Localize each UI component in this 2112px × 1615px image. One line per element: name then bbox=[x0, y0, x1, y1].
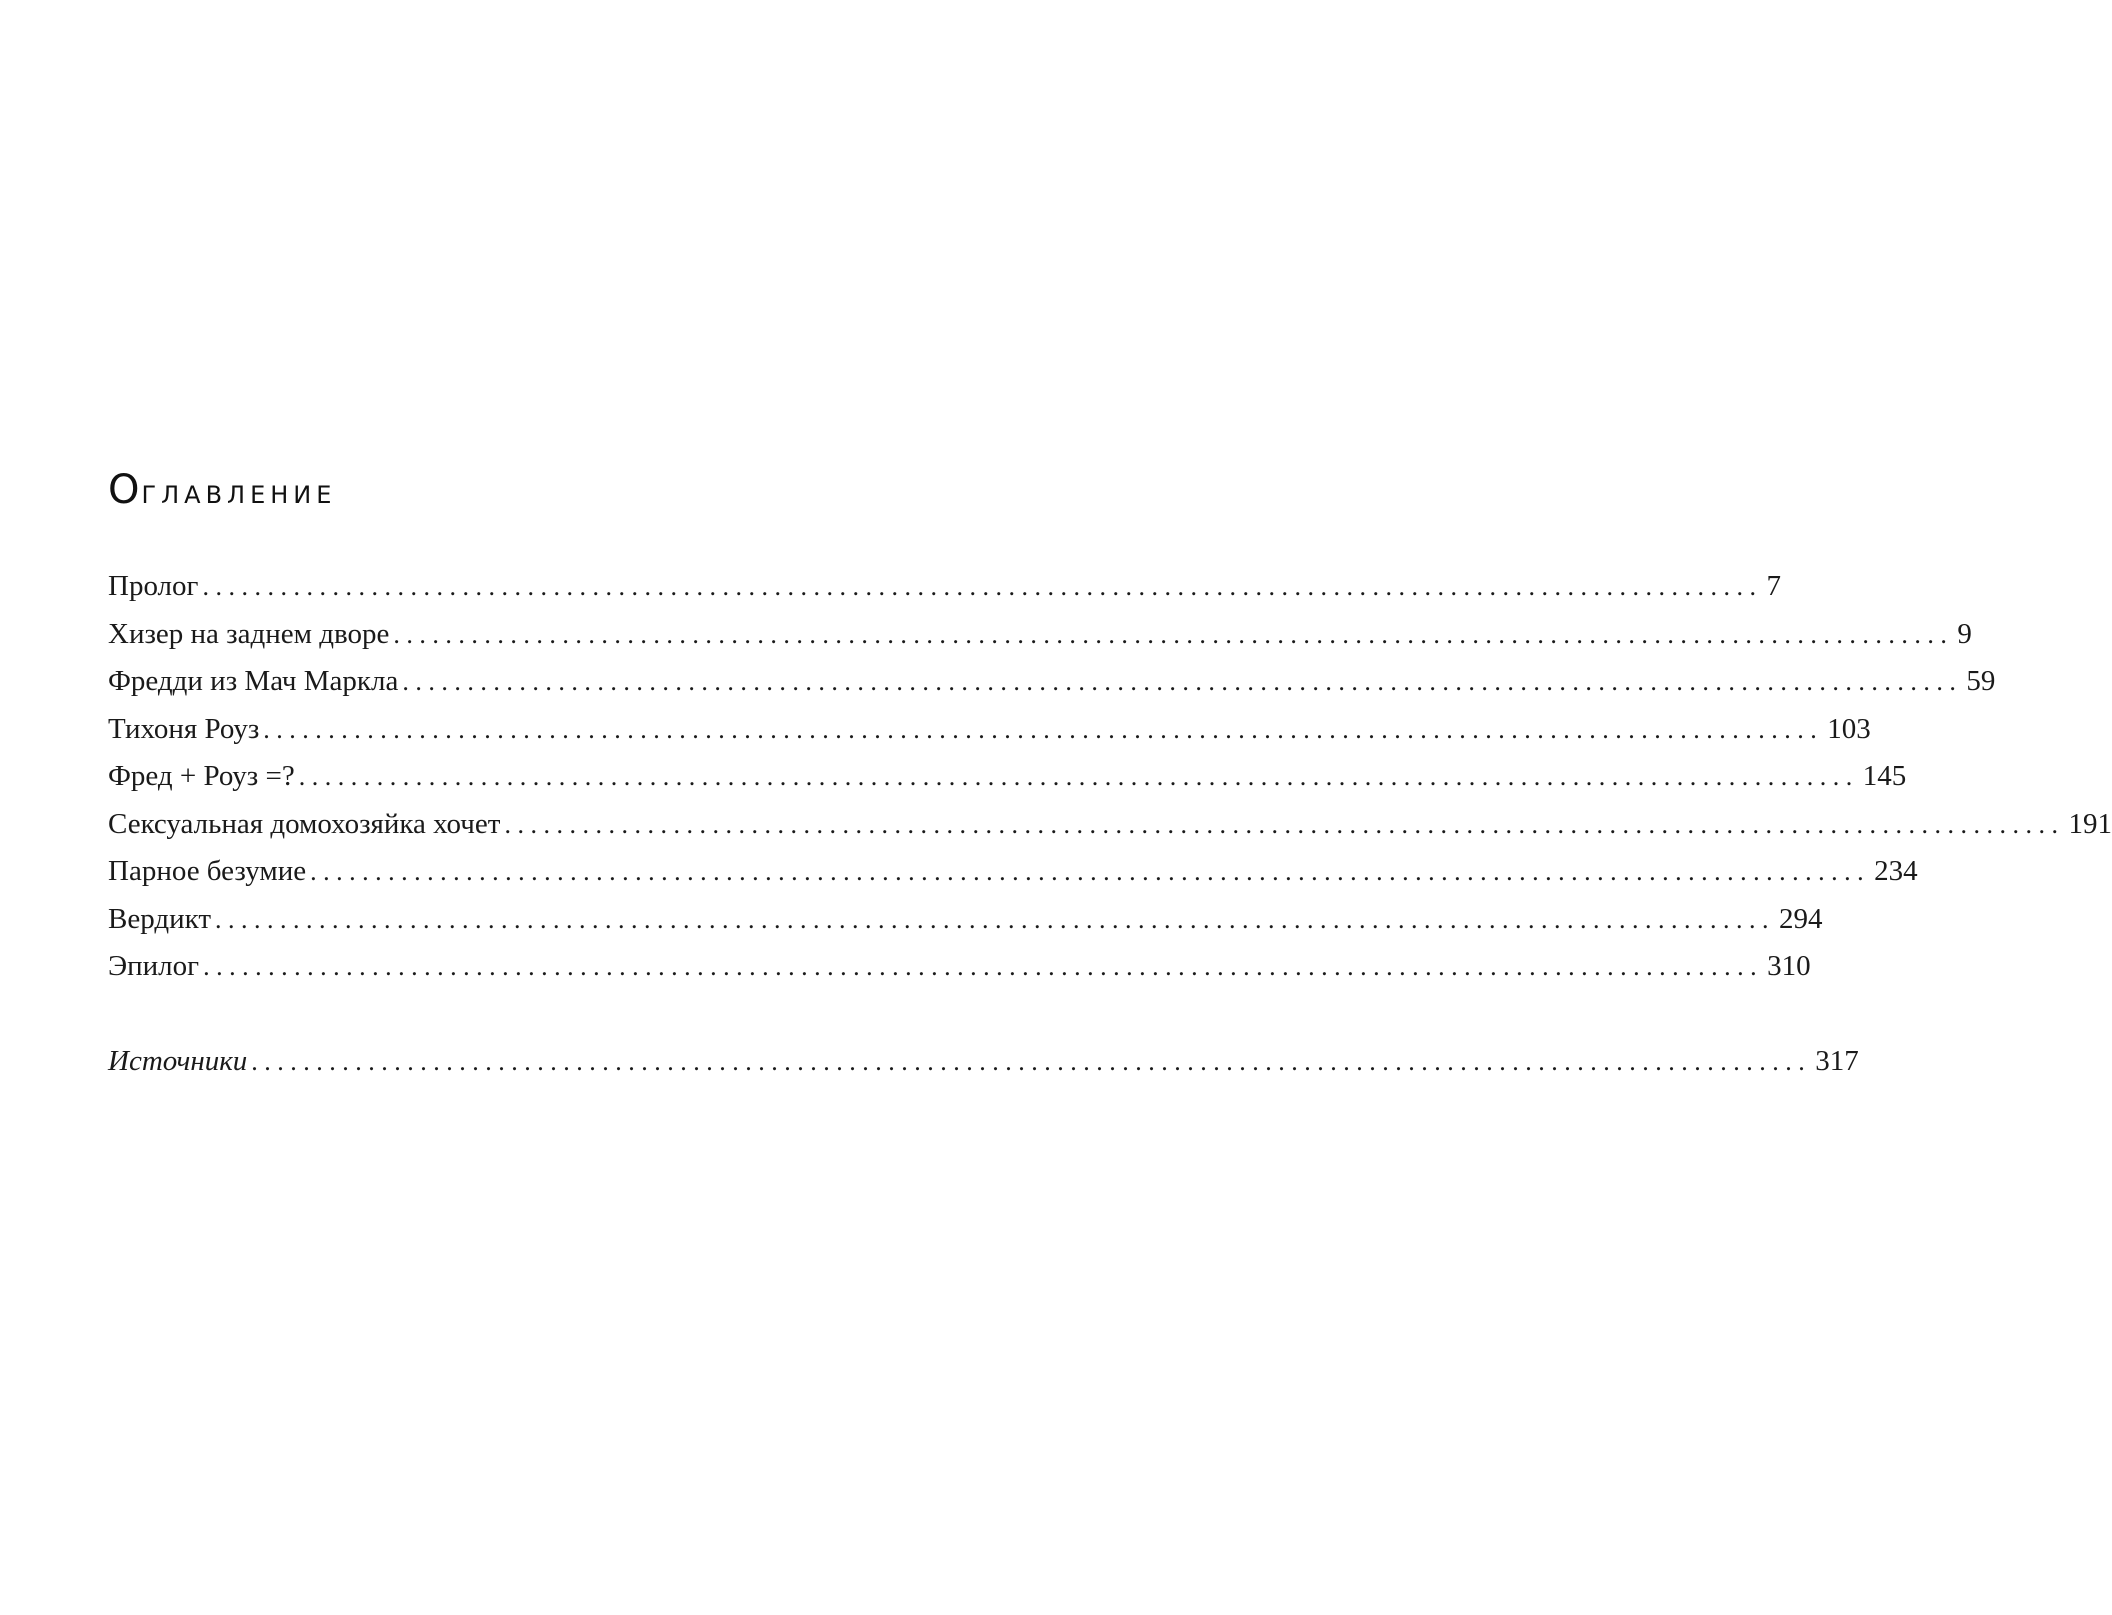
toc-entry-page: 145 bbox=[1862, 760, 1907, 792]
toc-entry-title: Хизер на заднем дворе bbox=[108, 617, 390, 650]
dot-leader: ........................................................................................................................ bbox=[393, 619, 1954, 649]
dot-leader: ........................................................................................................................ bbox=[402, 667, 1963, 696]
dot-leader: ........................................................................................................................ bbox=[203, 952, 1764, 981]
dot-leader: ........................................................................................................................ bbox=[215, 904, 1775, 934]
toc-entry-folie-a-deux[interactable] bbox=[108, 855, 1918, 903]
toc-heading bbox=[108, 467, 337, 513]
toc-list bbox=[108, 570, 2112, 998]
dot-leader: ........................................................................................................................ bbox=[263, 714, 1824, 744]
dot-leader: ........................................................................................................................ bbox=[504, 809, 2065, 839]
toc-heading-initial: О bbox=[108, 467, 142, 513]
toc-entry-title: Сексуальная домохозяйка хочет bbox=[108, 807, 501, 840]
toc-entry-title: Вердикт bbox=[108, 902, 211, 935]
toc-entry-page: 317 bbox=[1815, 1045, 1859, 1077]
toc-entry-page: 9 bbox=[1957, 617, 1972, 650]
toc-entry-page: 310 bbox=[1767, 950, 1811, 982]
toc-heading-rest: главление bbox=[141, 472, 337, 512]
toc-entry-title: Пролог bbox=[108, 570, 199, 602]
toc-entry-title: Фред + Роуз =? bbox=[108, 760, 295, 792]
toc-entry-title: Источники bbox=[108, 1045, 248, 1077]
dot-leader: ........................................................................................................................ bbox=[310, 857, 1871, 886]
toc-entry-prologue[interactable] bbox=[108, 570, 1781, 618]
toc-entry-title: Тихоня Роуз bbox=[108, 712, 260, 745]
toc-entry-page: 59 bbox=[1966, 665, 1996, 697]
toc-entry-freddie[interactable] bbox=[108, 665, 1996, 713]
dot-leader: ........................................................................................................................ bbox=[298, 762, 1859, 791]
toc-entry-title: Эпилог bbox=[108, 950, 200, 982]
toc-entry-verdict[interactable] bbox=[108, 902, 1823, 951]
toc-entry-page: 294 bbox=[1779, 902, 1823, 935]
toc-entry-page: 103 bbox=[1827, 712, 1871, 745]
dot-leader: ........................................................................................................................ bbox=[251, 1047, 1812, 1076]
toc-entry-heather[interactable] bbox=[108, 617, 1972, 666]
toc-entry-title: Парное безумие bbox=[108, 855, 307, 887]
toc-entry-epilogue[interactable] bbox=[108, 950, 1811, 998]
toc-entry-rose[interactable] bbox=[108, 712, 1871, 761]
toc-entry-page: 7 bbox=[1766, 570, 1781, 602]
toc-entry-page: 191 bbox=[2068, 807, 2112, 840]
toc-entry-housewife[interactable] bbox=[108, 807, 2112, 856]
toc-entry-sources[interactable] bbox=[108, 1045, 1859, 1093]
toc-entry-page: 234 bbox=[1874, 855, 1918, 887]
toc-entry-title: Фредди из Мач Маркла bbox=[108, 665, 399, 697]
dot-leader: ........................................................................................................................ bbox=[202, 572, 1763, 601]
toc-entry-fred-rose[interactable] bbox=[108, 760, 1907, 808]
